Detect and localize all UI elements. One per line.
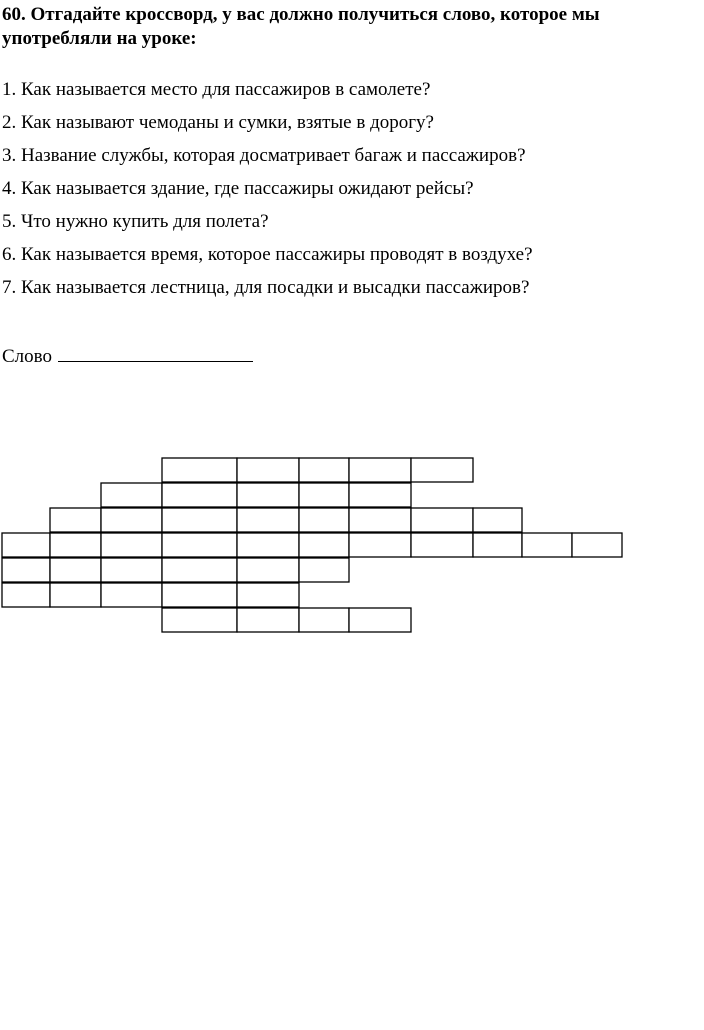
crossword-cell-r5-c1[interactable] [2,558,50,582]
task-title: 60. Отгадайте кроссворд, у вас должно получиться слово, которое мы употребляли на уроке: [2,4,600,49]
crossword-cell-r3-c5[interactable] [237,508,299,532]
crossword-cell-r2-c4[interactable] [162,483,237,507]
crossword-cell-r5-c5[interactable] [237,558,299,582]
crossword-cell-r7-c5[interactable] [237,608,299,632]
crossword-cell-r3-c8[interactable] [411,508,473,532]
crossword-cell-r1-c6[interactable] [299,458,349,482]
question-3: 3. Название службы, которая досматривает багаж и пассажиров? [2,145,526,166]
crossword-cell-r4-c9[interactable] [473,533,522,557]
crossword-cell-r6-c1[interactable] [2,583,50,607]
crossword-cell-r6-c5[interactable] [237,583,299,607]
crossword-cell-r1-c5[interactable] [237,458,299,482]
crossword-cell-r3-c9[interactable] [473,508,522,532]
crossword-cell-r3-c4[interactable] [162,508,237,532]
crossword-cell-r2-c6[interactable] [299,483,349,507]
crossword-cell-r4-c10[interactable] [522,533,572,557]
crossword-cell-r5-c6[interactable] [299,558,349,582]
crossword-cell-r3-c3[interactable] [101,508,162,532]
crossword-cell-r7-c7[interactable] [349,608,411,632]
crossword-cell-r2-c7[interactable] [349,483,411,507]
crossword-cell-r5-c3[interactable] [101,558,162,582]
crossword-cell-r5-c2[interactable] [50,558,101,582]
crossword-cell-r2-c3[interactable] [101,483,162,507]
crossword-cell-r4-c7[interactable] [349,533,411,557]
answer-row [2,343,253,369]
crossword-cell-r4-c3[interactable] [101,533,162,557]
crossword-cell-r1-c7[interactable] [349,458,411,482]
crossword-cell-r4-c5[interactable] [237,533,299,557]
answer-blank-line[interactable] [58,343,253,362]
question-4: 4. Как называется здание, где пассажиры ожидают рейсы? [2,178,474,199]
crossword-cell-r4-c4[interactable] [162,533,237,557]
crossword-cell-r4-c2[interactable] [50,533,101,557]
question-1: 1. Как называется место для пассажиров в самолете? [2,79,431,100]
crossword-cell-r6-c3[interactable] [101,583,162,607]
crossword-cell-r2-c5[interactable] [237,483,299,507]
question-7: 7. Как называется лестница, для посадки и высадки пассажиров? [2,277,530,298]
crossword-cell-r7-c4[interactable] [162,608,237,632]
crossword-cell-r6-c2[interactable] [50,583,101,607]
crossword-cell-r4-c11[interactable] [572,533,622,557]
crossword-cell-r7-c6[interactable] [299,608,349,632]
question-6: 6. Как называется время, которое пассажиры проводят в воздухе? [2,244,533,265]
crossword-cell-r4-c6[interactable] [299,533,349,557]
answer-label: Слово [2,346,52,367]
question-5: 5. Что нужно купить для полета? [2,211,269,232]
crossword-cell-r4-c8[interactable] [411,533,473,557]
crossword-cell-r4-c1[interactable] [2,533,50,557]
crossword-cell-r3-c7[interactable] [349,508,411,532]
crossword-cell-r6-c4[interactable] [162,583,237,607]
crossword-cell-r1-c8[interactable] [411,458,473,482]
crossword-cell-r3-c6[interactable] [299,508,349,532]
crossword-cell-r1-c4[interactable] [162,458,237,482]
question-2: 2. Как называют чемоданы и сумки, взятые в дорогу? [2,112,434,133]
crossword-cell-r3-c2[interactable] [50,508,101,532]
question-list [2,78,533,309]
crossword-cell-r5-c4[interactable] [162,558,237,582]
